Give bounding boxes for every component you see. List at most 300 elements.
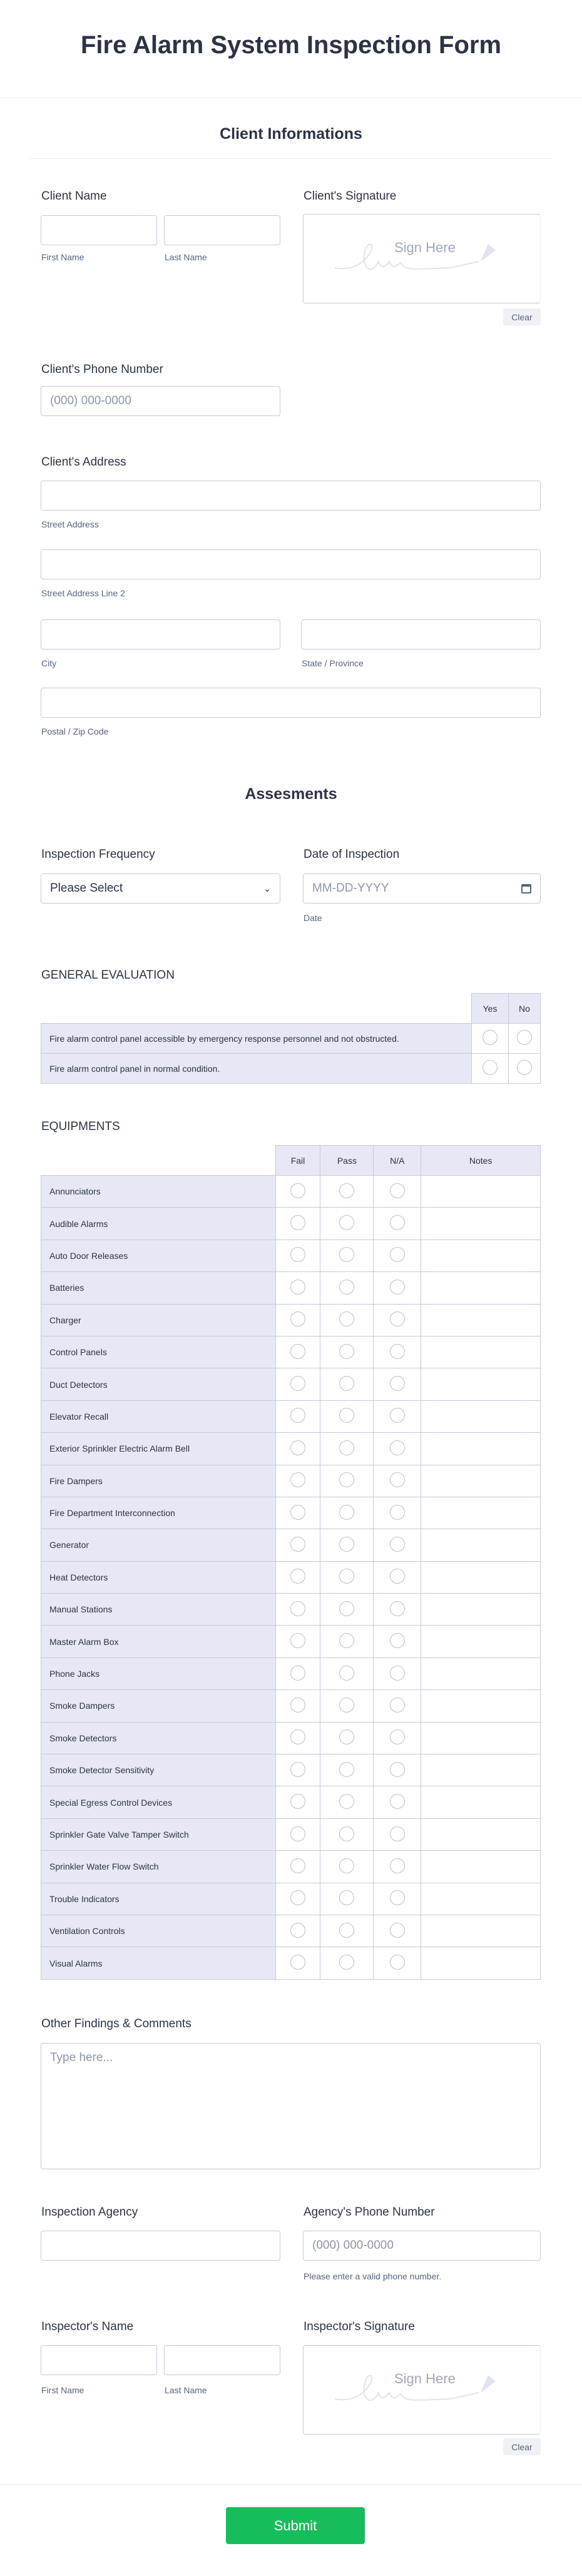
table-row (41, 1368, 541, 1400)
radio-button[interactable] (290, 1729, 305, 1744)
radio-cell (275, 1690, 320, 1722)
client-phone-label: Client's Phone Number (41, 363, 163, 376)
radio-button[interactable] (290, 1923, 305, 1938)
radio-button[interactable] (390, 1729, 405, 1744)
row-label: Phone Jacks (41, 1657, 276, 1689)
column-header: N/A (374, 1146, 421, 1176)
radio-button[interactable] (390, 1537, 405, 1552)
radio-button[interactable] (390, 1247, 405, 1262)
row-label: Duct Detectors (41, 1368, 276, 1400)
radio-button[interactable] (390, 1408, 405, 1423)
radio-cell (320, 1915, 374, 1947)
comments-label: Other Findings & Comments (41, 2017, 191, 2030)
radio-button[interactable] (390, 1601, 405, 1616)
row-label: Batteries (41, 1272, 276, 1304)
radio-button[interactable] (390, 1923, 405, 1938)
radio-button[interactable] (390, 1215, 405, 1230)
radio-cell (275, 1657, 320, 1689)
client-last-name-input[interactable] (164, 215, 280, 245)
radio-button[interactable] (290, 1601, 305, 1616)
radio-button[interactable] (339, 1858, 354, 1873)
radio-button[interactable] (290, 1955, 305, 1970)
postal-code-sublabel: Postal / Zip Code (41, 726, 109, 736)
notes-input[interactable] (421, 1176, 541, 1208)
radio-button[interactable] (390, 1666, 405, 1681)
radio-cell (374, 1561, 421, 1593)
frequency-value: Please Select (50, 882, 123, 895)
radio-cell (320, 1883, 374, 1915)
row-label: Control Panels (41, 1336, 276, 1368)
radio-cell (320, 1529, 374, 1561)
radio-cell (374, 1529, 421, 1561)
notes-input[interactable] (421, 1754, 541, 1786)
table-row (41, 1400, 541, 1432)
table-row (41, 1024, 541, 1054)
radio-cell (374, 1754, 421, 1786)
radio-cell (472, 1024, 509, 1054)
notes-input[interactable] (421, 1690, 541, 1722)
street-address-line2-input[interactable] (41, 549, 541, 579)
radio-cell (275, 1529, 320, 1561)
inspector-signature-clear-button[interactable]: Clear (503, 2438, 541, 2455)
radio-button[interactable] (390, 1794, 405, 1809)
radio-button[interactable] (339, 1505, 354, 1520)
agency-phone-label: Agency's Phone Number (304, 2206, 435, 2219)
date-sublabel: Date (304, 913, 322, 923)
radio-cell (320, 1657, 374, 1689)
radio-cell (374, 1594, 421, 1626)
sign-here-hint: Sign Here (394, 240, 456, 255)
notes-input[interactable] (421, 1947, 541, 1979)
general-evaluation-heading: GENERAL EVALUATION (41, 969, 175, 982)
table-row (41, 1722, 541, 1754)
radio-button[interactable] (482, 1030, 498, 1045)
row-label: Fire alarm control panel accessible by emergency response personnel and not obstructed. (41, 1024, 472, 1054)
row-label: Charger (41, 1304, 276, 1336)
radio-button[interactable] (390, 1344, 405, 1359)
radio-button[interactable] (339, 1794, 354, 1809)
radio-cell (374, 1786, 421, 1818)
inspector-name-label: Inspector's Name (41, 2320, 134, 2333)
table-row (41, 1208, 541, 1240)
chevron-down-icon: ⌄ (263, 883, 271, 893)
radio-button[interactable] (339, 1280, 354, 1295)
table-row (41, 1657, 541, 1689)
radio-button[interactable] (290, 1858, 305, 1873)
radio-button[interactable] (290, 1794, 305, 1809)
radio-cell (320, 1433, 374, 1465)
notes-input[interactable] (421, 1208, 541, 1240)
street-address-sublabel: Street Address (41, 519, 99, 529)
radio-cell (374, 1818, 421, 1850)
radio-button[interactable] (290, 1280, 305, 1295)
radio-button[interactable] (290, 1666, 305, 1681)
radio-cell (374, 1851, 421, 1883)
radio-cell (472, 1054, 509, 1084)
radio-button[interactable] (390, 1762, 405, 1777)
row-label: Fire alarm control panel in normal condition. (41, 1054, 472, 1084)
radio-button[interactable] (390, 1569, 405, 1584)
table-row (41, 1433, 541, 1465)
radio-cell (275, 1818, 320, 1850)
blank-header (41, 1146, 276, 1176)
radio-cell (320, 1754, 374, 1786)
comments-textarea[interactable]: Type here... (41, 2043, 541, 2169)
radio-button[interactable] (339, 1826, 354, 1841)
row-label: Smoke Dampers (41, 1690, 276, 1722)
radio-cell (275, 1400, 320, 1432)
radio-button[interactable] (339, 1183, 354, 1198)
row-label: Exterior Sprinkler Electric Alarm Bell (41, 1433, 276, 1465)
radio-cell (275, 1465, 320, 1497)
radio-cell (374, 1657, 421, 1689)
radio-cell (374, 1722, 421, 1754)
radio-cell (320, 1722, 374, 1754)
radio-cell (320, 1851, 374, 1883)
radio-cell (374, 1208, 421, 1240)
date-input[interactable] (303, 873, 541, 904)
radio-cell (374, 1947, 421, 1979)
row-label: Heat Detectors (41, 1561, 276, 1593)
notes-input[interactable] (421, 1400, 541, 1432)
table-row (41, 1594, 541, 1626)
radio-cell (275, 1433, 320, 1465)
row-label: Sprinkler Water Flow Switch (41, 1851, 276, 1883)
last-name-sublabel: Last Name (165, 252, 207, 262)
table-row (41, 1883, 541, 1915)
notes-input[interactable] (421, 1722, 541, 1754)
column-header: Pass (320, 1146, 374, 1176)
radio-button[interactable] (339, 1729, 354, 1744)
client-first-name-input[interactable] (41, 215, 157, 245)
page-title: Fire Alarm System Inspection Form (80, 31, 502, 59)
radio-cell (320, 1208, 374, 1240)
radio-button[interactable] (390, 1633, 405, 1648)
radio-button[interactable] (390, 1472, 405, 1487)
notes-input[interactable] (421, 1818, 541, 1850)
table-row (41, 1561, 541, 1593)
radio-cell (275, 1497, 320, 1529)
inspection-agency-label: Inspection Agency (41, 2206, 138, 2219)
inspector-last-name-input[interactable] (164, 2345, 280, 2375)
radio-cell (320, 1240, 374, 1271)
radio-cell (374, 1400, 421, 1432)
notes-input[interactable] (421, 1561, 541, 1593)
column-header: Yes (472, 994, 509, 1024)
calendar-icon[interactable] (521, 884, 531, 893)
notes-input[interactable] (421, 1497, 541, 1529)
radio-cell (374, 1240, 421, 1271)
radio-button[interactable] (339, 1633, 354, 1648)
client-phone-input[interactable]: (000) 000-0000 (41, 386, 280, 416)
equipments-heading: EQUIPMENTS (41, 1120, 120, 1133)
table-row (41, 1754, 541, 1786)
blank-header (41, 994, 472, 1024)
table-row (41, 1054, 541, 1084)
radio-cell (320, 1947, 374, 1979)
signature-pen-icon (332, 2368, 507, 2415)
radio-cell (320, 1272, 374, 1304)
radio-button[interactable] (290, 1698, 305, 1713)
section-assessments: Assesments (245, 785, 337, 803)
street-address-line2-sublabel: Street Address Line 2 (41, 588, 125, 598)
notes-input[interactable] (421, 1272, 541, 1304)
row-label: Elevator Recall (41, 1400, 276, 1432)
table-row (41, 1626, 541, 1657)
radio-button[interactable] (339, 1569, 354, 1584)
radio-button[interactable] (290, 1762, 305, 1777)
radio-cell (320, 1336, 374, 1368)
radio-button[interactable] (339, 1698, 354, 1713)
radio-button[interactable] (390, 1183, 405, 1198)
client-signature-pad[interactable] (303, 214, 541, 303)
client-signature-label: Client's Signature (304, 190, 397, 203)
table-row (41, 1272, 541, 1304)
state-input[interactable] (301, 619, 541, 649)
radio-button[interactable] (390, 1890, 405, 1905)
row-label: Smoke Detector Sensitivity (41, 1754, 276, 1786)
notes-input[interactable] (421, 1594, 541, 1626)
radio-cell (275, 1304, 320, 1336)
radio-cell (374, 1336, 421, 1368)
inspection-agency-input[interactable] (41, 2231, 280, 2261)
radio-cell (320, 1368, 374, 1400)
radio-cell (275, 1368, 320, 1400)
row-label: Master Alarm Box (41, 1626, 276, 1657)
inspector-signature-pad[interactable] (303, 2345, 541, 2435)
city-input[interactable] (41, 619, 280, 649)
radio-cell (509, 1024, 541, 1054)
notes-input[interactable] (421, 1657, 541, 1689)
radio-cell (320, 1465, 374, 1497)
row-label: Manual Stations (41, 1594, 276, 1626)
row-label: Trouble Indicators (41, 1883, 276, 1915)
column-header: Notes (421, 1146, 541, 1176)
table-row (41, 1497, 541, 1529)
radio-cell (320, 1497, 374, 1529)
row-label: Sprinkler Gate Valve Tamper Switch (41, 1818, 276, 1850)
radio-button[interactable] (390, 1826, 405, 1841)
table-row (41, 1240, 541, 1271)
notes-input[interactable] (421, 1336, 541, 1368)
radio-cell (374, 1176, 421, 1208)
radio-cell (320, 1176, 374, 1208)
radio-cell (275, 1786, 320, 1818)
table-row (41, 1786, 541, 1818)
radio-button[interactable] (339, 1311, 354, 1326)
radio-button[interactable] (290, 1537, 305, 1552)
table-row (41, 1851, 541, 1883)
radio-button[interactable] (339, 1890, 354, 1905)
table-row (41, 1465, 541, 1497)
radio-button[interactable] (339, 1923, 354, 1938)
first-name-sublabel: First Name (41, 252, 84, 262)
radio-cell (374, 1883, 421, 1915)
table-row (41, 1529, 541, 1561)
radio-cell (320, 1304, 374, 1336)
row-label: Auto Door Releases (41, 1240, 276, 1271)
radio-cell (374, 1304, 421, 1336)
radio-button[interactable] (390, 1698, 405, 1713)
inspection-frequency-select[interactable] (41, 873, 280, 904)
agency-phone-input[interactable]: (000) 000-0000 (303, 2231, 541, 2261)
radio-button[interactable] (339, 1601, 354, 1616)
radio-button[interactable] (290, 1472, 305, 1487)
radio-button[interactable] (339, 1247, 354, 1262)
radio-button[interactable] (390, 1505, 405, 1520)
radio-cell (275, 1208, 320, 1240)
client-address-label: Client's Address (41, 456, 126, 469)
radio-cell (275, 1883, 320, 1915)
radio-button[interactable] (339, 1408, 354, 1423)
column-header: No (509, 994, 541, 1024)
equipments-table (41, 1145, 541, 1980)
radio-button[interactable] (339, 1215, 354, 1230)
radio-cell (374, 1465, 421, 1497)
table-row (41, 1176, 541, 1208)
row-label: Fire Department Interconnection (41, 1497, 276, 1529)
signature-pen-icon (332, 237, 507, 283)
radio-button[interactable] (290, 1505, 305, 1520)
radio-cell (509, 1054, 541, 1084)
radio-button[interactable] (290, 1408, 305, 1423)
radio-cell (374, 1626, 421, 1657)
inspector-signature-label: Inspector's Signature (304, 2320, 415, 2333)
radio-button[interactable] (339, 1376, 354, 1391)
notes-input[interactable] (421, 1433, 541, 1465)
radio-cell (275, 1754, 320, 1786)
header-row (41, 1146, 541, 1176)
radio-cell (275, 1240, 320, 1271)
inspector-first-name-input[interactable] (41, 2345, 157, 2375)
radio-button[interactable] (290, 1569, 305, 1584)
radio-cell (320, 1594, 374, 1626)
radio-cell (275, 1626, 320, 1657)
radio-cell (320, 1818, 374, 1850)
notes-input[interactable] (421, 1851, 541, 1883)
table-row (41, 1915, 541, 1947)
radio-cell (275, 1722, 320, 1754)
notes-input[interactable] (421, 1304, 541, 1336)
client-signature-clear-button[interactable]: Clear (503, 308, 541, 325)
radio-button[interactable] (339, 1440, 354, 1455)
date-of-inspection-label: Date of Inspection (304, 848, 400, 861)
notes-input[interactable] (421, 1915, 541, 1947)
radio-button[interactable] (390, 1858, 405, 1873)
last-name-sublabel: Last Name (165, 2385, 207, 2395)
radio-cell (374, 1272, 421, 1304)
agency-phone-helper: Please enter a valid phone number. (304, 2271, 442, 2281)
inspection-frequency-label: Inspection Frequency (41, 848, 155, 861)
radio-button[interactable] (390, 1376, 405, 1391)
street-address-input[interactable] (41, 481, 541, 511)
row-label: Smoke Detectors (41, 1722, 276, 1754)
row-label: Generator (41, 1529, 276, 1561)
notes-input[interactable] (421, 1626, 541, 1657)
radio-button[interactable] (290, 1247, 305, 1262)
general-evaluation-table (41, 993, 541, 1084)
notes-input[interactable] (421, 1529, 541, 1561)
radio-button[interactable] (290, 1183, 305, 1198)
section-client-informations: Client Informations (220, 125, 362, 143)
radio-cell (275, 1594, 320, 1626)
divider (29, 158, 553, 159)
radio-button[interactable] (482, 1060, 498, 1075)
row-label: Audible Alarms (41, 1208, 276, 1240)
radio-button[interactable] (290, 1633, 305, 1648)
radio-cell (320, 1561, 374, 1593)
radio-button[interactable] (290, 1344, 305, 1359)
radio-cell (320, 1786, 374, 1818)
table-row (41, 1690, 541, 1722)
radio-button[interactable] (390, 1280, 405, 1295)
radio-button[interactable] (339, 1955, 354, 1970)
table-row (41, 1336, 541, 1368)
table-row (41, 1947, 541, 1979)
radio-button[interactable] (339, 1666, 354, 1681)
radio-cell (374, 1690, 421, 1722)
radio-button[interactable] (290, 1311, 305, 1326)
radio-cell (275, 1272, 320, 1304)
client-name-label: Client Name (41, 190, 107, 203)
radio-cell (275, 1561, 320, 1593)
table-row (41, 1304, 541, 1336)
radio-button[interactable] (290, 1215, 305, 1230)
radio-button[interactable] (339, 1537, 354, 1552)
notes-input[interactable] (421, 1786, 541, 1818)
notes-input[interactable] (421, 1240, 541, 1271)
date-placeholder: MM-DD-YYYY (312, 882, 389, 895)
radio-cell (275, 1915, 320, 1947)
submit-button[interactable]: Submit (226, 2507, 365, 2544)
radio-cell (320, 1400, 374, 1432)
radio-cell (320, 1626, 374, 1657)
row-label: Special Egress Control Devices (41, 1786, 276, 1818)
radio-cell (275, 1851, 320, 1883)
radio-cell (275, 1336, 320, 1368)
radio-button[interactable] (390, 1311, 405, 1326)
sign-here-hint: Sign Here (394, 2371, 456, 2386)
notes-input[interactable] (421, 1883, 541, 1915)
radio-button[interactable] (339, 1762, 354, 1777)
radio-cell (374, 1433, 421, 1465)
radio-button[interactable] (517, 1030, 532, 1045)
row-label: Annunciators (41, 1176, 276, 1208)
radio-button[interactable] (290, 1826, 305, 1841)
column-header: Fail (275, 1146, 320, 1176)
radio-button[interactable] (290, 1890, 305, 1905)
row-label: Ventilation Controls (41, 1915, 276, 1947)
radio-cell (374, 1915, 421, 1947)
notes-input[interactable] (421, 1368, 541, 1400)
radio-button[interactable] (290, 1440, 305, 1455)
radio-cell (275, 1947, 320, 1979)
postal-code-input[interactable] (41, 688, 541, 718)
first-name-sublabel: First Name (41, 2385, 84, 2395)
header-row (41, 994, 541, 1024)
radio-button[interactable] (390, 1440, 405, 1455)
radio-button[interactable] (339, 1344, 354, 1359)
radio-button[interactable] (339, 1472, 354, 1487)
radio-button[interactable] (290, 1376, 305, 1391)
radio-button[interactable] (517, 1060, 532, 1075)
radio-button[interactable] (390, 1955, 405, 1970)
state-sublabel: State / Province (302, 658, 364, 668)
radio-cell (374, 1368, 421, 1400)
row-label: Fire Dampers (41, 1465, 276, 1497)
table-row (41, 1818, 541, 1850)
notes-input[interactable] (421, 1465, 541, 1497)
